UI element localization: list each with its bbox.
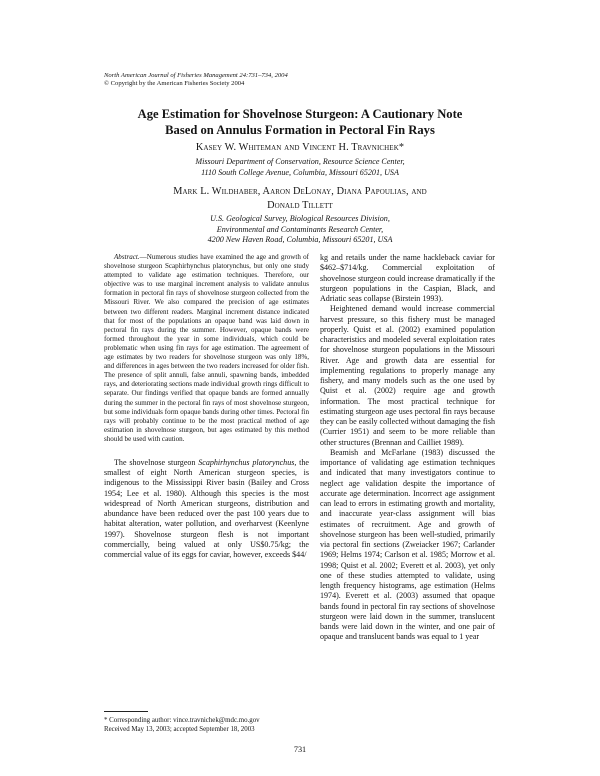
affiliation-group-1 bbox=[60, 157, 540, 178]
right-paragraph-1: kg and retails under the name hackleback caviar for $462–$714/kg. Commercial exploitation of shovelnose sturgeon could increase dramatically if the sturgeon populations in the Caspian, Black, and Adriatic seas collapse (Birstein 1993). bbox=[320, 253, 495, 303]
affiliation-2-line-2: Environmental and Contaminants Research Center, bbox=[216, 224, 384, 234]
article-title bbox=[60, 107, 540, 138]
author-names-group-1: Kasey W. Whiteman and Vincent H. Travnichek* bbox=[195, 142, 405, 153]
intro-text-2: , the smallest of eight North American sturgeon species, is indigenous to the Mississippi River basin (Bailey and Cross 1954; Lee et al. 1980). Although this species is the most widespread of North American sturgeons, distribution and abundance have been reduced over the past 100 years due to habitat alteration, water pollution, and overharvest (Keenlyne 1997). Shovelnose sturgeon flesh is not important commercially, being valued at only US$0.75/kg; the commercial value of its eggs for caviar, however, exceeds $44/ bbox=[104, 457, 310, 560]
right-paragraph-2: Heightened demand would increase commercial harvest pressure, so this fishery must be managed properly. Quist et al. (2002) examined population characteristics and modeled several exploitation rates for shovelnose sturgeon populations in the Missouri River. Age and growth data are essential for implementing regulations to properly manage any fishery, and many models such as the one used by Quist et al. (2002) require age and growth information. The most practical technique for estimating sturgeon age uses pectoral fin rays because they can be easily collected without damaging the fish (Currier 1951) and seem to be more reliable than other structures (Brennan and Cailliet 1989). bbox=[320, 304, 495, 447]
page-number: 731 bbox=[293, 745, 307, 754]
journal-citation: North American Journal of Fisheries Management 24:731–734, 2004 bbox=[104, 72, 288, 79]
corresponding-author: * Corresponding author: vince.travnichek@mdc.mo.gov bbox=[104, 717, 260, 724]
footnote bbox=[104, 716, 319, 734]
affiliation-2-line-1: U.S. Geological Survey, Biological Resources Division, bbox=[210, 214, 390, 223]
title-line-2: Based on Annulus Formation in Pectoral Fin Rays bbox=[165, 122, 435, 137]
species-name: Scaphirhynchus platorynchus bbox=[198, 457, 295, 467]
right-paragraph-3: Beamish and McFarlane (1983) discussed the importance of validating age estimation techniques and indicated that many investigators continue to neglect age validation despite the importance of accurate age determination. Incorrect age assignment can lead to errors in estimating growth and mortality, and inaccurate year-class assignment will bias estimates of recruitment. Age and growth of shovelnose sturgeon has been well-studied, primarily via pectoral fin sections (Zweiacker 1967; Carlander 1969; Helms 1974; Carlson et al. 1985; Morrow et al. 1998; Quist et al. 2002; Everett et al. 2003), yet only one of these studies attempted to validate, using length frequency histograms, age estimation (Helms 1974). Everett et al. (2003) assumed that opaque bands found in pectoral fin ray sections of shovelnose sturgeon were laid down in the summer, translucent bands were laid down in the winter, and one pair of opaque and translucent bands was equal to 1 year bbox=[320, 447, 495, 642]
intro-paragraph bbox=[104, 458, 309, 561]
author-names-group-2-line-2: Donald Tillett bbox=[267, 200, 333, 211]
intro-text-1: The shovelnose sturgeon bbox=[114, 457, 199, 467]
title-line-1: Age Estimation for Shovelnose Sturgeon: A Cautionary Note bbox=[137, 107, 463, 121]
right-column bbox=[320, 253, 495, 643]
running-head bbox=[104, 72, 288, 89]
footnote-rule bbox=[104, 711, 148, 712]
affiliation-2-line-3: 4200 New Haven Road, Columbia, Missouri 65201, USA bbox=[207, 235, 393, 244]
affiliation-1-line-1: Missouri Department of Conservation, Resource Science Center, bbox=[195, 157, 405, 166]
copyright-line: © Copyright by the American Fisheries Society 2004 bbox=[104, 80, 245, 88]
author-names-group-2-line-1: Mark L. Wildhaber, Aaron DeLonay, Diana Papoulias, and bbox=[173, 186, 427, 197]
abstract-label: Abstract. bbox=[114, 253, 140, 261]
abstract-text: —Numerous studies have examined the age and growth of shovelnose sturgeon Scaphirhynchus platorynchus, but only one study attempted to validate age estimation techniques. Therefore, our objective was to use marginal increment analysis to validate annulus formation in pectoral fin rays of shovelnose sturgeon collected from the Missouri River. We also compared the precision of age estimates between two different readers. Marginal increment distance indicated that for most of the populations an opaque band was laid down in pectoral fin rays during the summer. However, opaque bands were formed throughout the year in some individuals, which could be problematic when using fin rays for age estimation. The agreement of age estimates by two readers for shovelnose sturgeon was only 18%, and differences in ages between the two readers increased for older fish. The presence of split annuli, false annuli, spawning bands, imbedded rays, and deteriorating sections made individual growth rings difficult to separate. Our findings verified that opaque bands are formed annually during the summer in the pectoral fin rays of most shovelnose sturgeon, but some individuals form opaque bands during other times. Pectoral fin rays will probably continue to be the most practical method of age estimation in shovelnose sturgeon, but ages estimated by this method should be used with caution. bbox=[104, 253, 309, 443]
affiliation-1-line-2: 1110 South College Avenue, Columbia, Missouri 65201, USA bbox=[201, 167, 399, 177]
received-dates: Received May 13, 2003; accepted September 18, 2003 bbox=[104, 726, 255, 733]
affiliation-group-2 bbox=[60, 214, 540, 246]
left-column bbox=[104, 253, 309, 560]
abstract bbox=[104, 253, 309, 444]
